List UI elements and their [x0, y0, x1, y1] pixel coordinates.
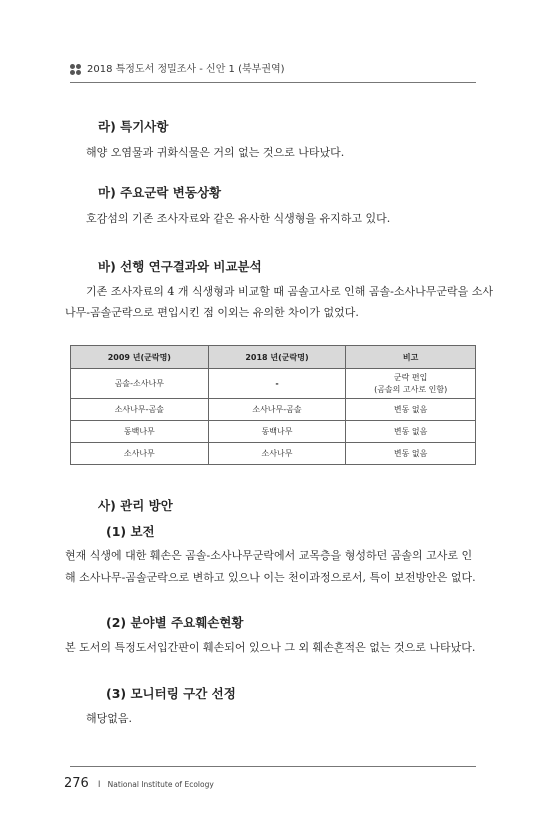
table-header-remarks: 비고 — [346, 346, 476, 369]
institute-name: National Institute of Ecology — [107, 780, 214, 789]
header-divider — [70, 82, 476, 83]
header-title: 2018 특정도서 정밀조사 - 신안 1 (북부권역) — [87, 64, 285, 75]
table-cell: 곰솔-소사나무 — [71, 369, 209, 399]
conservation-text-line2: 해 소사나무-곰솔군락으로 변하고 있으나 이는 천이과정으로서, 특이 보전방안은 없다. — [65, 571, 476, 584]
table-header-row — [71, 346, 476, 369]
section-heading-community-changes: 마) 주요군락 변동상황 — [98, 185, 222, 200]
table-cell: 변동 없음 — [346, 399, 476, 421]
table-cell: 소사나무-곰솔 — [208, 399, 346, 421]
damage-status-text: 본 도서의 특정도서입간판이 훼손되어 있으나 그 외 훼손흔적은 없는 것으로 나타났다. — [65, 641, 476, 654]
comparison-table — [70, 345, 476, 465]
section-text-comparison-line2: 나무-곰솔군락으로 편입시킨 점 이외는 유의한 차이가 없었다. — [65, 306, 359, 319]
table-cell: 동백나무 — [71, 421, 209, 443]
table-cell: 변동 없음 — [346, 443, 476, 465]
table-cell: - — [208, 369, 346, 399]
header-dots-icon — [70, 64, 82, 76]
table-header-2018: 2018 년(군락명) — [208, 346, 346, 369]
conservation-text-line1: 현재 식생에 대한 훼손은 곰솔-소사나무군락에서 교목층을 형성하던 곰솔의 고사로 인 — [65, 549, 473, 562]
section-text-notes: 해양 오염물과 귀화식물은 거의 없는 것으로 나타났다. — [86, 146, 345, 159]
table-row — [71, 421, 476, 443]
section-text-community-changes: 호감섬의 기존 조사자료와 같은 유사한 식생형을 유지하고 있다. — [86, 212, 391, 225]
subheading-damage-status: (2) 분야별 주요훼손현황 — [106, 615, 244, 630]
monitoring-text: 해당없음. — [86, 712, 133, 725]
table-row — [71, 443, 476, 465]
table-cell: 변동 없음 — [346, 421, 476, 443]
footer-separator: I — [97, 780, 101, 790]
table-cell-remark — [346, 369, 476, 399]
table-cell: 소사나무 — [208, 443, 346, 465]
table-row — [71, 369, 476, 399]
section-text-comparison-line1: 기존 조사자료의 4 개 식생형과 비교할 때 곰솔고사로 인해 곰솔-소사나무군락을 소사 — [86, 285, 493, 298]
page-number: 276 — [64, 776, 89, 791]
running-header — [70, 62, 476, 78]
section-heading-management: 사) 관리 방안 — [98, 498, 173, 513]
section-heading-notes: 라) 특기사항 — [98, 119, 169, 134]
section-heading-comparison: 바) 선행 연구결과와 비교분석 — [98, 259, 262, 274]
footer-divider — [70, 766, 476, 767]
table-cell: 소사나무-곰솔 — [71, 399, 209, 421]
remark-line: 군락 편입 — [393, 372, 428, 382]
table-header-2009: 2009 년(군락명) — [71, 346, 209, 369]
table-cell: 소사나무 — [71, 443, 209, 465]
table-cell: 동백나무 — [208, 421, 346, 443]
page-footer — [64, 772, 214, 791]
subheading-monitoring: (3) 모니터링 구간 선정 — [106, 686, 236, 701]
table-row — [71, 399, 476, 421]
subheading-conservation: (1) 보전 — [106, 524, 155, 539]
remark-line: (곰솔의 고사로 인함) — [374, 384, 448, 394]
